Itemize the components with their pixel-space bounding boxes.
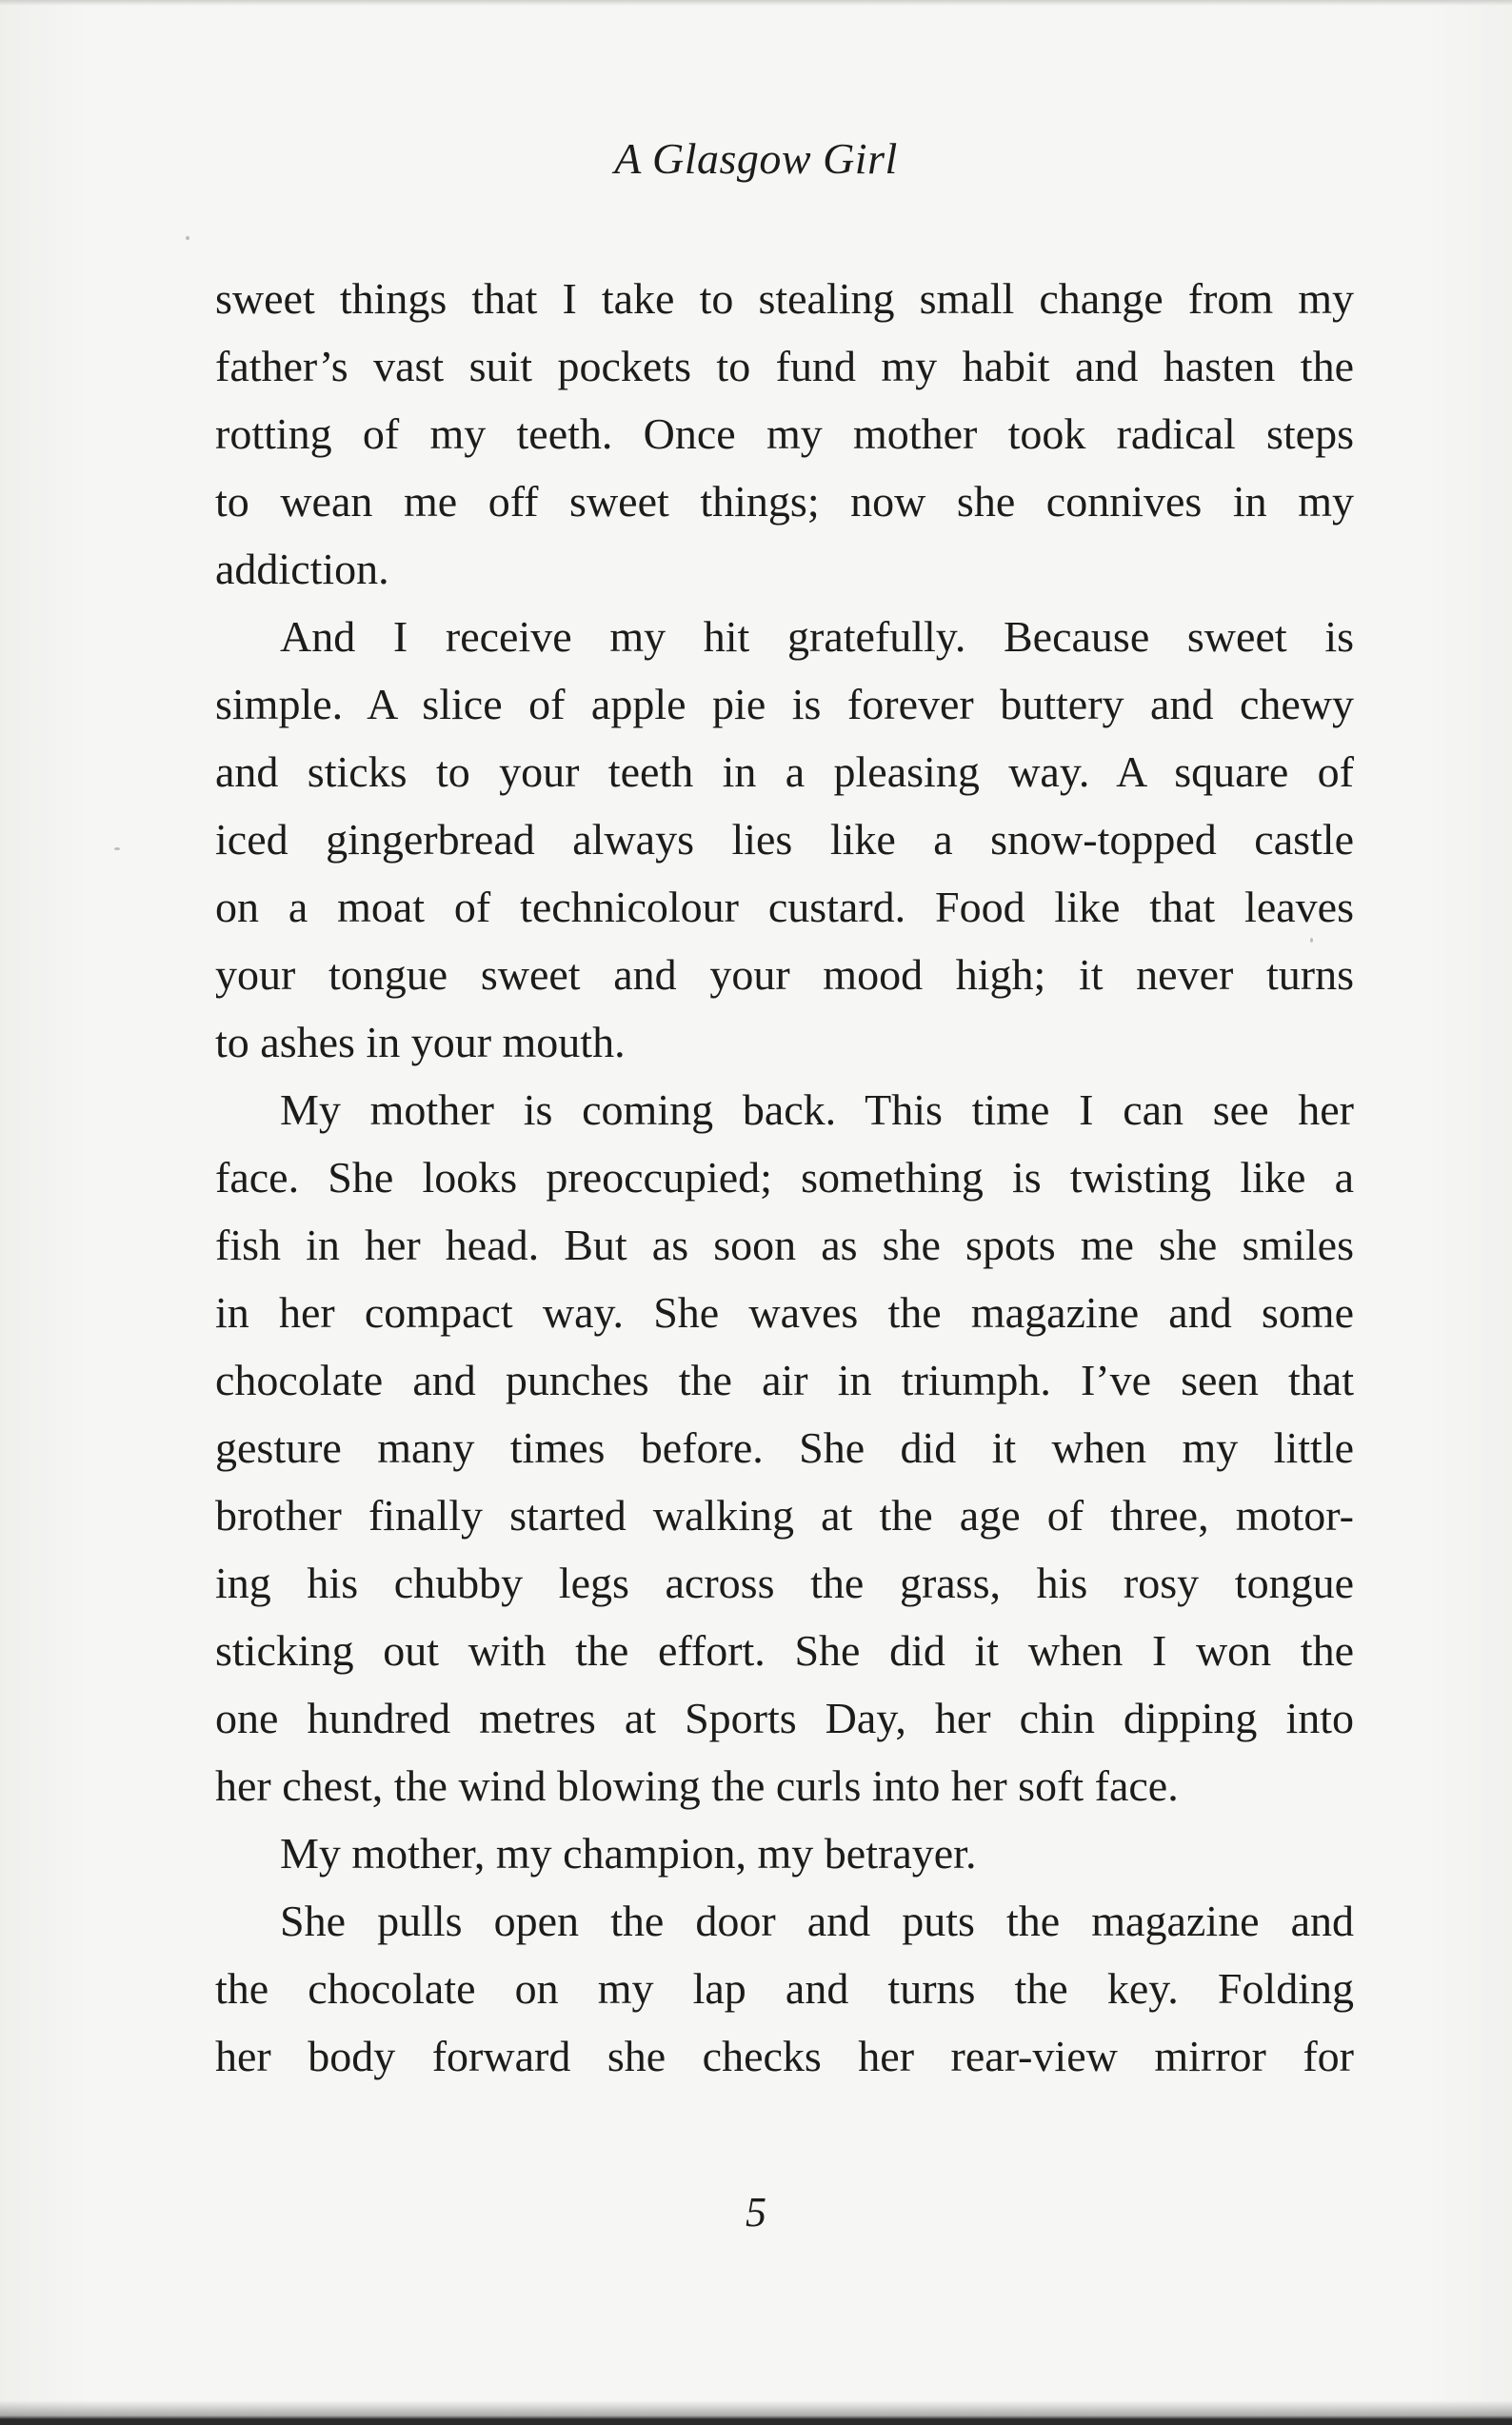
text-line: face. She looks preoccupied; something is twisting like a (215, 1153, 1354, 1202)
text-line: the chocolate on my lap and turns the key. Folding (215, 1964, 1354, 2013)
scan-speck (1310, 938, 1313, 943)
text-line: rotting of my teeth. Once my mother took radical steps (215, 409, 1354, 458)
text-line: simple. A slice of apple pie is forever buttery and chewy (215, 680, 1354, 728)
page-bottom-edge-shadow (0, 2400, 1512, 2425)
text-line: one hundred metres at Sports Day, her chin dipping into (215, 1694, 1354, 1742)
text-line: her chest, the wind blowing the curls into her soft face. (215, 1761, 1179, 1810)
text-line: iced gingerbread always lies like a snow-topped castle (215, 815, 1354, 864)
text-line: My mother is coming back. This time I can see her (280, 1085, 1354, 1134)
running-head: A Glasgow Girl (614, 134, 898, 183)
text-line: addiction. (215, 545, 389, 593)
text-line: chocolate and punches the air in triumph. I’ve seen that (215, 1356, 1354, 1404)
page-top-edge-shadow (0, 0, 1512, 6)
text-line: ing his chubby legs across the grass, his rosy tongue (215, 1559, 1354, 1607)
page-number: 5 (746, 2189, 766, 2236)
scan-speck (186, 236, 189, 240)
text-line: sweet things that I take to stealing small change from my (215, 274, 1354, 323)
body-text (215, 265, 1354, 2090)
text-line: fish in her head. But as soon as she spots me she smiles (215, 1221, 1354, 1269)
text-line: father’s vast suit pockets to fund my habit and hasten the (215, 342, 1354, 390)
text-line: sticking out with the effort. She did it when I won the (215, 1626, 1354, 1675)
text-line: to ashes in your mouth. (215, 1018, 626, 1066)
text-line: in her compact way. She waves the magazine and some (215, 1288, 1354, 1337)
text-line: on a moat of technicolour custard. Food like that leaves (215, 883, 1354, 931)
text-line: My mother, my champion, my betrayer. (280, 1829, 977, 1878)
text-line: She pulls open the door and puts the magazine and (280, 1897, 1354, 1945)
scan-speck (114, 847, 120, 850)
text-line: and sticks to your teeth in a pleasing way. A square of (215, 747, 1354, 796)
text-line: to wean me off sweet things; now she connives in my (215, 477, 1354, 526)
text-line: And I receive my hit gratefully. Because sweet is (280, 612, 1354, 661)
text-line: gesture many times before. She did it when my little (215, 1423, 1354, 1472)
text-line: her body forward she checks her rear-view mirror for (215, 2032, 1354, 2080)
text-line: brother finally started walking at the age of three, motor- (215, 1491, 1354, 1540)
text-line: your tongue sweet and your mood high; it never turns (215, 950, 1354, 999)
